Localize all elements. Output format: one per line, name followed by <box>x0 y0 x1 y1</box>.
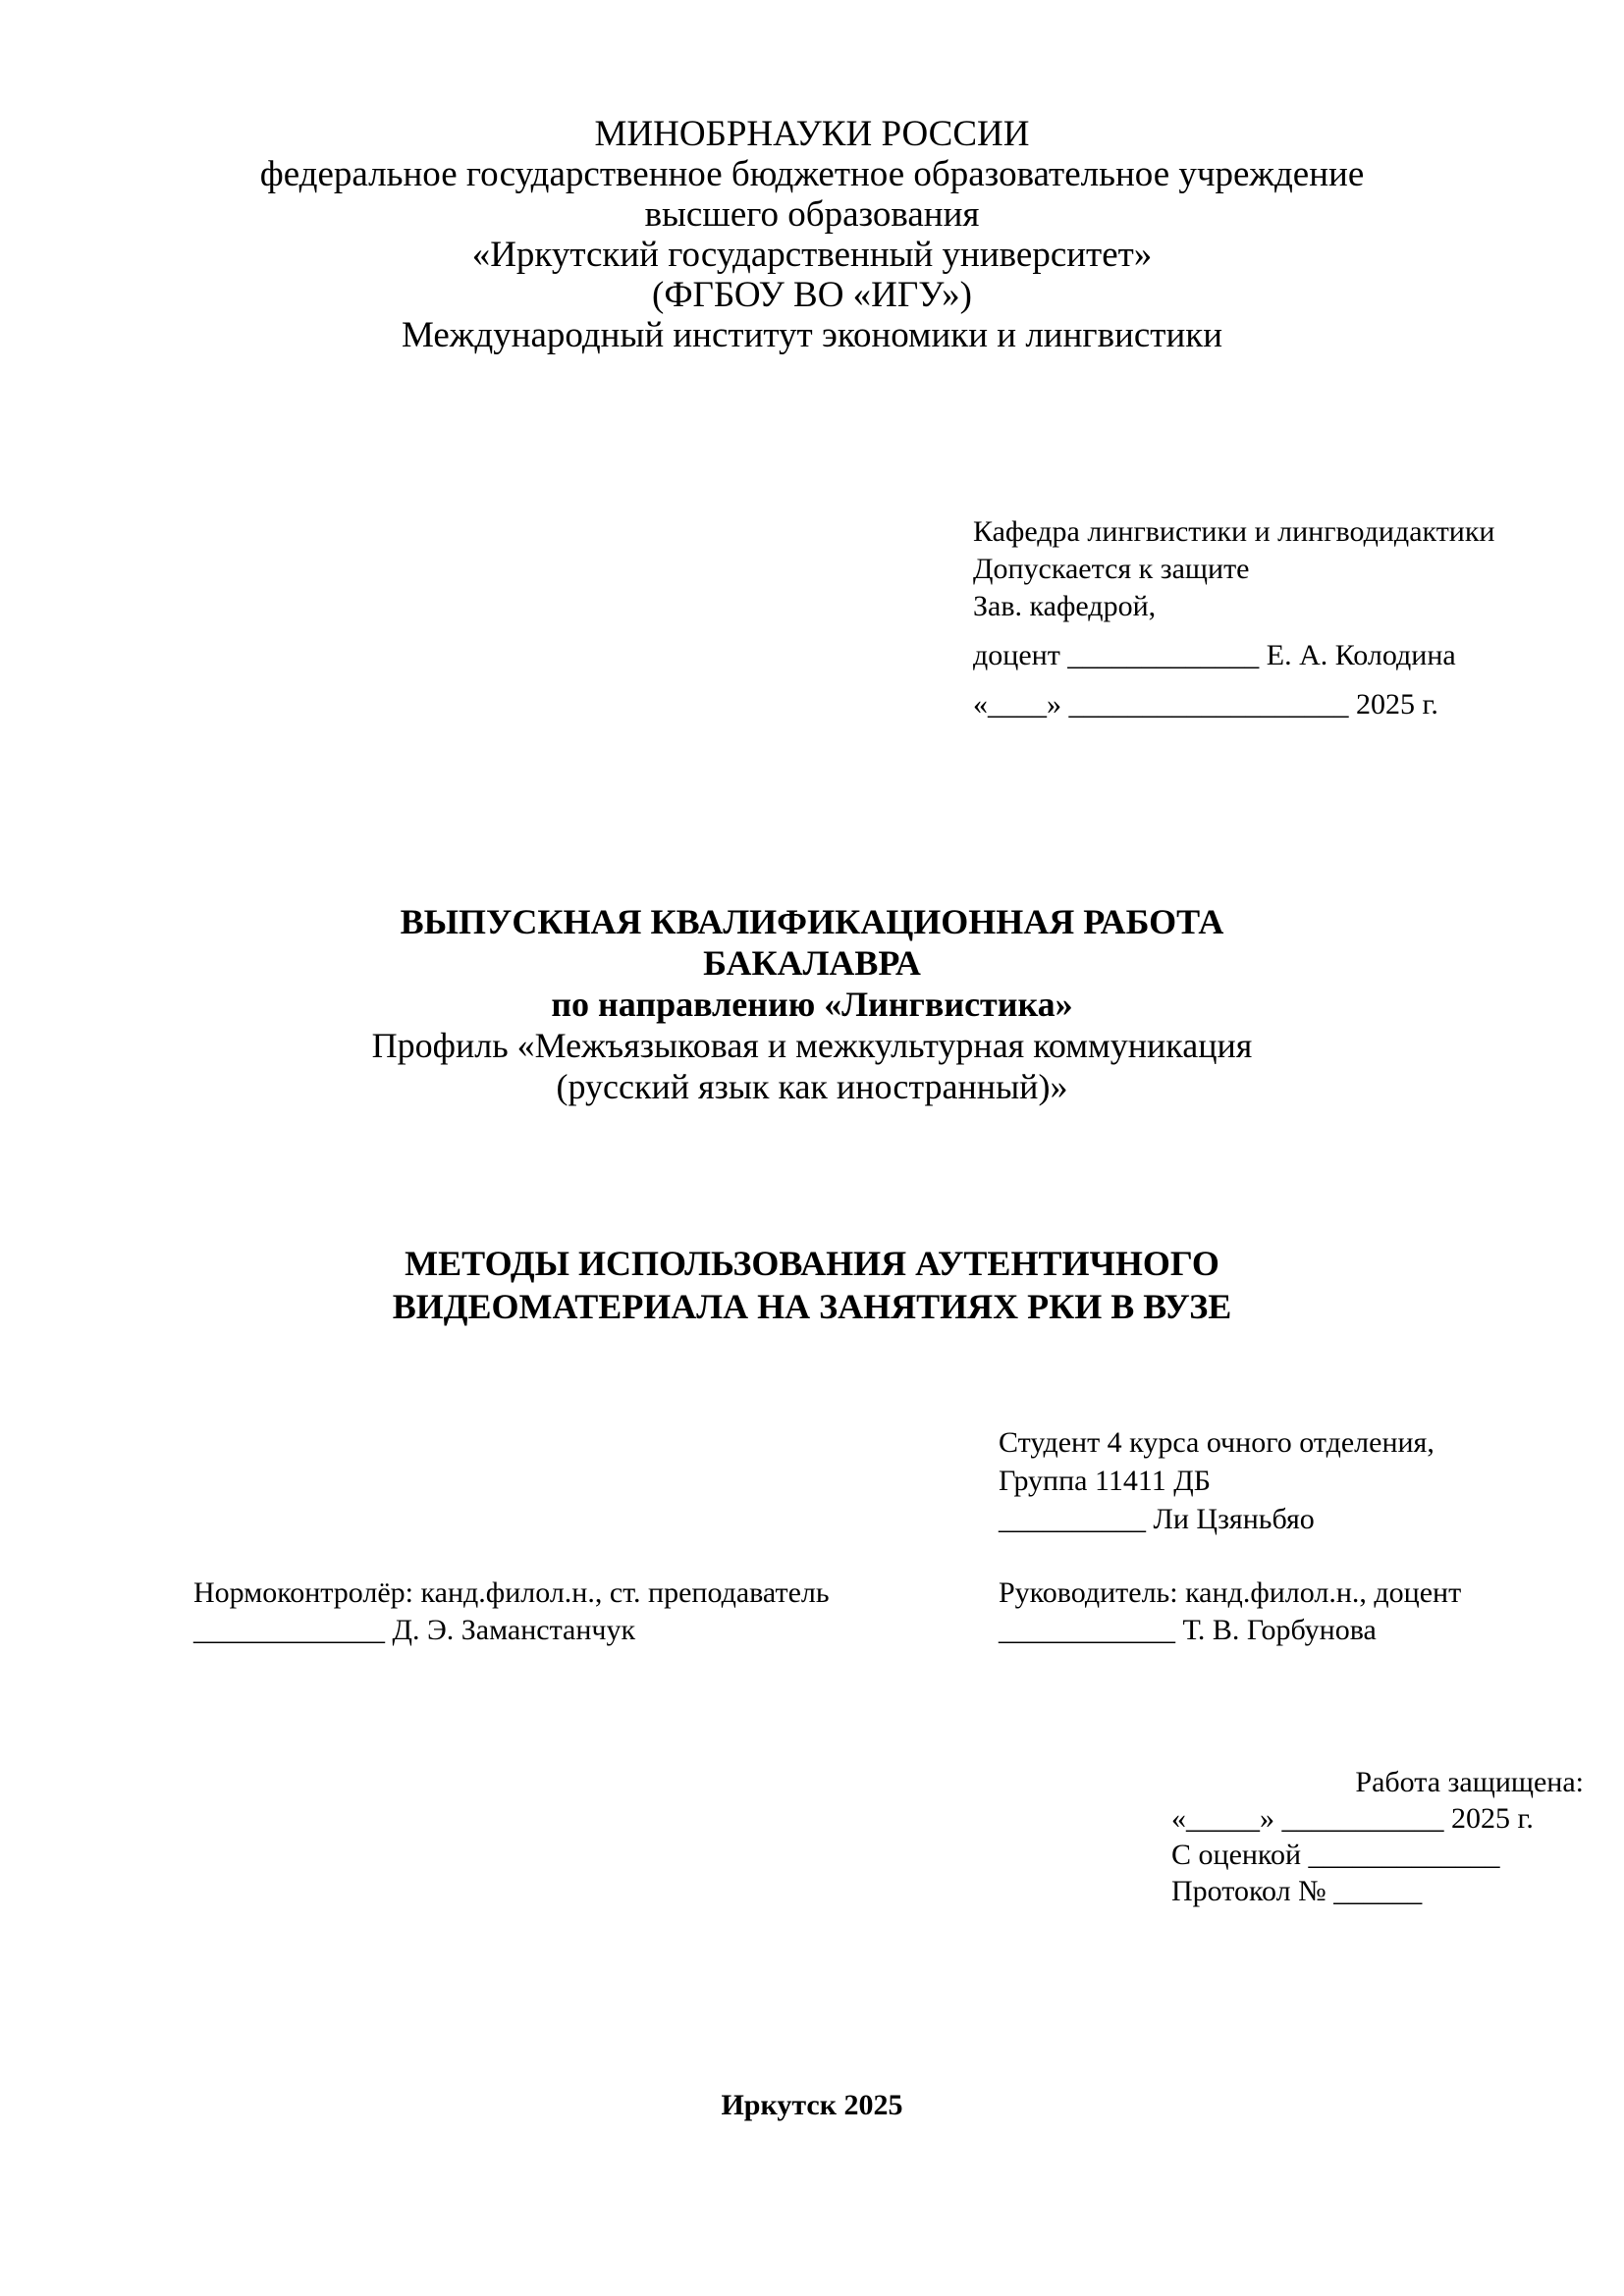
profile-line2: (русский язык как иностранный)» <box>556 1067 1068 1106</box>
organization-header <box>0 114 1624 355</box>
city-year-footer <box>0 2088 1624 2123</box>
normcontrol-signature: _____________ Д. Э. Заманстанчук <box>193 1614 636 1646</box>
supervisor-title: Руководитель: канд.филол.н., доцент <box>999 1576 1462 1609</box>
defense-grade: С оценкой _____________ <box>1171 1839 1500 1871</box>
city-year: Иркутск 2025 <box>721 2089 903 2121</box>
normcontrol-block <box>193 1575 830 1649</box>
department-name: Кафедра лингвистики и лингводидактики <box>973 515 1495 548</box>
student-group: Группа 11411 ДБ <box>999 1465 1211 1497</box>
university-abbreviation: (ФГБОУ ВО «ИГУ») <box>652 275 972 315</box>
student-course: Студент 4 курса очного отделения, <box>999 1426 1435 1459</box>
student-block <box>999 1423 1435 1538</box>
profile-line1: Профиль «Межъязыковая и межкультурная коммуникация <box>371 1026 1253 1065</box>
thesis-title-block <box>0 901 1624 1107</box>
approval-block <box>973 513 1495 723</box>
supervisor-signature: ____________ Т. В. Горбунова <box>999 1614 1377 1646</box>
topic-line2: ВИДЕОМАТЕРИАЛА НА ЗАНЯТИЯХ РКИ В ВУЗЕ <box>392 1287 1232 1326</box>
topic-line1: МЕТОДЫ ИСПОЛЬЗОВАНИЯ АУТЕНТИЧНОГО <box>405 1244 1219 1283</box>
thesis-topic <box>0 1242 1624 1328</box>
defense-date-line: «_____» ___________ 2025 г. <box>1171 1802 1534 1835</box>
institution-type: федеральное государственное бюджетное образовательное учреждение <box>259 154 1365 194</box>
defense-block <box>1171 1764 1584 1909</box>
institute-name: Международный институт экономики и лингвистики <box>401 315 1223 355</box>
ministry-name: МИНОБРНАУКИ РОССИИ <box>594 114 1030 154</box>
head-of-department-title: Зав. кафедрой, <box>973 590 1157 622</box>
head-of-department-signature: доцент _____________ Е. А. Колодина <box>973 639 1456 671</box>
normcontrol-title: Нормоконтролёр: канд.филол.н., ст. преподаватель <box>193 1576 830 1609</box>
admitted-to-defense: Допускается к защите <box>973 553 1250 585</box>
thesis-type-line2: БАКАЛАВРА <box>703 943 921 983</box>
defense-status: Работа защищена: <box>1355 1766 1584 1798</box>
defense-protocol: Протокол № ______ <box>1171 1875 1423 1907</box>
approval-date-line: «____» ___________________ 2025 г. <box>973 688 1438 721</box>
university-name: «Иркутский государственный университет» <box>471 235 1153 275</box>
supervisor-block <box>999 1575 1461 1649</box>
student-signature: __________ Ли Цзяньбяо <box>999 1503 1315 1535</box>
education-level: высшего образования <box>644 194 980 235</box>
study-direction: по направлению «Лингвистика» <box>551 985 1073 1024</box>
thesis-type-line1: ВЫПУСКНАЯ КВАЛИФИКАЦИОННАЯ РАБОТА <box>400 902 1224 941</box>
